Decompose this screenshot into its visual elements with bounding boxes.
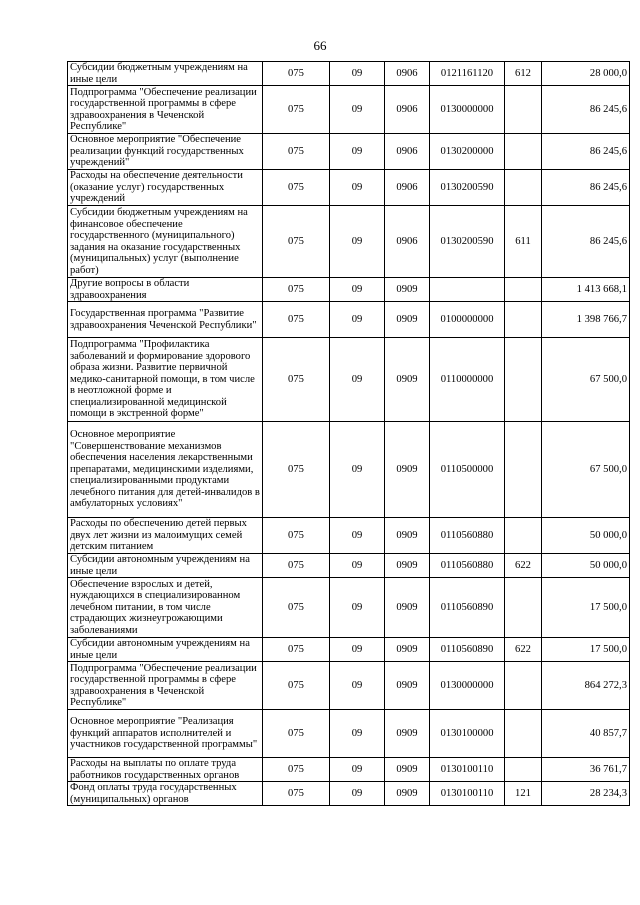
subsection-code-cell: 0909 (385, 578, 430, 638)
expense-kind-cell (505, 278, 542, 302)
row-name-cell: Расходы на обеспечение деятельности (оказание услуг) государственных учреждений (68, 170, 263, 206)
row-name-cell: Фонд оплаты труда государственных (муниципальных) органов (68, 782, 263, 806)
row-name-cell: Обеспечение взрослых и детей, нуждающихся в специализированном лечебном питании, в том числе страдающих жизнеугрожающими заболеваниями (68, 578, 263, 638)
table-row (68, 662, 630, 710)
row-name-cell: Подпрограмма "Профилактика заболеваний и формирование здорового образа жизни. Развитие первичной медико-санитарной помощи, в том числе в неотложной форме и специализированной медицинской помощи в экстренной форме" (68, 338, 263, 422)
target-article-cell: 0130000000 (430, 662, 505, 710)
table-row (68, 710, 630, 758)
target-article-cell: 0130100110 (430, 782, 505, 806)
section-code-cell: 09 (330, 662, 385, 710)
ministry-code-cell: 075 (263, 518, 330, 554)
ministry-code-cell: 075 (263, 782, 330, 806)
row-name-cell: Субсидии автономным учреждениям на иные цели (68, 554, 263, 578)
expense-kind-cell: 611 (505, 206, 542, 278)
ministry-code-cell: 075 (263, 86, 330, 134)
budget-table (67, 61, 630, 806)
section-code-cell: 09 (330, 578, 385, 638)
amount-cell: 50 000,0 (542, 518, 630, 554)
ministry-code-cell: 075 (263, 338, 330, 422)
target-article-cell: 0110560880 (430, 518, 505, 554)
section-code-cell: 09 (330, 422, 385, 518)
table-row (68, 86, 630, 134)
subsection-code-cell: 0909 (385, 782, 430, 806)
amount-cell: 86 245,6 (542, 134, 630, 170)
subsection-code-cell: 0906 (385, 170, 430, 206)
ministry-code-cell: 075 (263, 206, 330, 278)
row-name-cell: Государственная программа "Развитие здравоохранения Чеченской Республики" (68, 302, 263, 338)
subsection-code-cell: 0906 (385, 62, 430, 86)
table-row (68, 782, 630, 806)
amount-cell: 28 234,3 (542, 782, 630, 806)
ministry-code-cell: 075 (263, 278, 330, 302)
expense-kind-cell (505, 86, 542, 134)
target-article-cell: 0130100000 (430, 710, 505, 758)
row-name-cell: Основное мероприятие "Обеспечение реализации функций государственных учреждений" (68, 134, 263, 170)
amount-cell: 864 272,3 (542, 662, 630, 710)
table-row (68, 278, 630, 302)
section-code-cell: 09 (330, 338, 385, 422)
expense-kind-cell: 121 (505, 782, 542, 806)
amount-cell: 86 245,6 (542, 170, 630, 206)
target-article-cell: 0110560890 (430, 578, 505, 638)
amount-cell: 86 245,6 (542, 206, 630, 278)
ministry-code-cell: 075 (263, 422, 330, 518)
ministry-code-cell: 075 (263, 662, 330, 710)
subsection-code-cell: 0909 (385, 638, 430, 662)
table-row (68, 206, 630, 278)
section-code-cell: 09 (330, 710, 385, 758)
subsection-code-cell: 0909 (385, 338, 430, 422)
ministry-code-cell: 075 (263, 710, 330, 758)
table-row (68, 578, 630, 638)
expense-kind-cell: 612 (505, 62, 542, 86)
amount-cell: 50 000,0 (542, 554, 630, 578)
ministry-code-cell: 075 (263, 170, 330, 206)
subsection-code-cell: 0909 (385, 758, 430, 782)
subsection-code-cell: 0909 (385, 710, 430, 758)
target-article-cell: 0110560890 (430, 638, 505, 662)
table-row (68, 518, 630, 554)
subsection-code-cell: 0909 (385, 518, 430, 554)
table-row (68, 422, 630, 518)
table-body (68, 62, 630, 806)
amount-cell: 17 500,0 (542, 578, 630, 638)
amount-cell: 28 000,0 (542, 62, 630, 86)
target-article-cell: 0130200590 (430, 206, 505, 278)
row-name-cell: Подпрограмма "Обеспечение реализации государственной программы в сфере здравоохранения в Чеченской Республике" (68, 662, 263, 710)
section-code-cell: 09 (330, 62, 385, 86)
expense-kind-cell (505, 662, 542, 710)
subsection-code-cell: 0906 (385, 86, 430, 134)
amount-cell: 1 413 668,1 (542, 278, 630, 302)
ministry-code-cell: 075 (263, 134, 330, 170)
subsection-code-cell: 0909 (385, 278, 430, 302)
section-code-cell: 09 (330, 206, 385, 278)
section-code-cell: 09 (330, 638, 385, 662)
row-name-cell: Расходы на выплаты по оплате труда работников государственных органов (68, 758, 263, 782)
table-row (68, 302, 630, 338)
table-row (68, 554, 630, 578)
section-code-cell: 09 (330, 518, 385, 554)
ministry-code-cell: 075 (263, 758, 330, 782)
target-article-cell: 0110000000 (430, 338, 505, 422)
row-name-cell: Основное мероприятие "Совершенствование механизмов обеспечения населения лекарственными препаратами, медицинскими изделиями, специализированными продуктами лечебного питания для детей-инвалидов в амбулаторных условиях" (68, 422, 263, 518)
section-code-cell: 09 (330, 554, 385, 578)
ministry-code-cell: 075 (263, 554, 330, 578)
amount-cell: 1 398 766,7 (542, 302, 630, 338)
expense-kind-cell (505, 710, 542, 758)
table-row (68, 62, 630, 86)
target-article-cell: 0121161120 (430, 62, 505, 86)
target-article-cell: 0100000000 (430, 302, 505, 338)
row-name-cell: Субсидии автономным учреждениям на иные цели (68, 638, 263, 662)
expense-kind-cell (505, 170, 542, 206)
target-article-cell: 0130200590 (430, 170, 505, 206)
target-article-cell: 0130000000 (430, 86, 505, 134)
row-name-cell: Основное мероприятие "Реализация функций аппаратов исполнителей и участников государственной программы" (68, 710, 263, 758)
page-number: 66 (313, 38, 327, 53)
row-name-cell: Субсидии бюджетным учреждениям на иные цели (68, 62, 263, 86)
expense-kind-cell (505, 758, 542, 782)
subsection-code-cell: 0909 (385, 662, 430, 710)
section-code-cell: 09 (330, 134, 385, 170)
table-row (68, 338, 630, 422)
row-name-cell: Подпрограмма "Обеспечение реализации государственной программы в сфере здравоохранения в Чеченской Республике" (68, 86, 263, 134)
subsection-code-cell: 0906 (385, 134, 430, 170)
expense-kind-cell (505, 518, 542, 554)
ministry-code-cell: 075 (263, 638, 330, 662)
expense-kind-cell (505, 134, 542, 170)
table-row (68, 170, 630, 206)
amount-cell: 17 500,0 (542, 638, 630, 662)
subsection-code-cell: 0909 (385, 302, 430, 338)
section-code-cell: 09 (330, 302, 385, 338)
table-row (68, 758, 630, 782)
ministry-code-cell: 075 (263, 62, 330, 86)
amount-cell: 67 500,0 (542, 338, 630, 422)
amount-cell: 86 245,6 (542, 86, 630, 134)
amount-cell: 67 500,0 (542, 422, 630, 518)
row-name-cell: Другие вопросы в области здравоохранения (68, 278, 263, 302)
ministry-code-cell: 075 (263, 578, 330, 638)
target-article-cell: 0130100110 (430, 758, 505, 782)
row-name-cell: Расходы по обеспечению детей первых двух лет жизни из малоимущих семей детским питанием (68, 518, 263, 554)
table-row (68, 638, 630, 662)
expense-kind-cell (505, 302, 542, 338)
target-article-cell (430, 278, 505, 302)
section-code-cell: 09 (330, 170, 385, 206)
expense-kind-cell (505, 578, 542, 638)
subsection-code-cell: 0909 (385, 422, 430, 518)
expense-kind-cell: 622 (505, 638, 542, 662)
section-code-cell: 09 (330, 758, 385, 782)
section-code-cell: 09 (330, 86, 385, 134)
amount-cell: 40 857,7 (542, 710, 630, 758)
expense-kind-cell: 622 (505, 554, 542, 578)
ministry-code-cell: 075 (263, 302, 330, 338)
amount-cell: 36 761,7 (542, 758, 630, 782)
target-article-cell: 0130200000 (430, 134, 505, 170)
section-code-cell: 09 (330, 782, 385, 806)
expense-kind-cell (505, 338, 542, 422)
row-name-cell: Субсидии бюджетным учреждениям на финансовое обеспечение государственного (муниципального) задания на оказание государственных (муниципальных) услуг (выполнение работ) (68, 206, 263, 278)
section-code-cell: 09 (330, 278, 385, 302)
subsection-code-cell: 0909 (385, 554, 430, 578)
target-article-cell: 0110500000 (430, 422, 505, 518)
subsection-code-cell: 0906 (385, 206, 430, 278)
table-row (68, 134, 630, 170)
expense-kind-cell (505, 422, 542, 518)
target-article-cell: 0110560880 (430, 554, 505, 578)
